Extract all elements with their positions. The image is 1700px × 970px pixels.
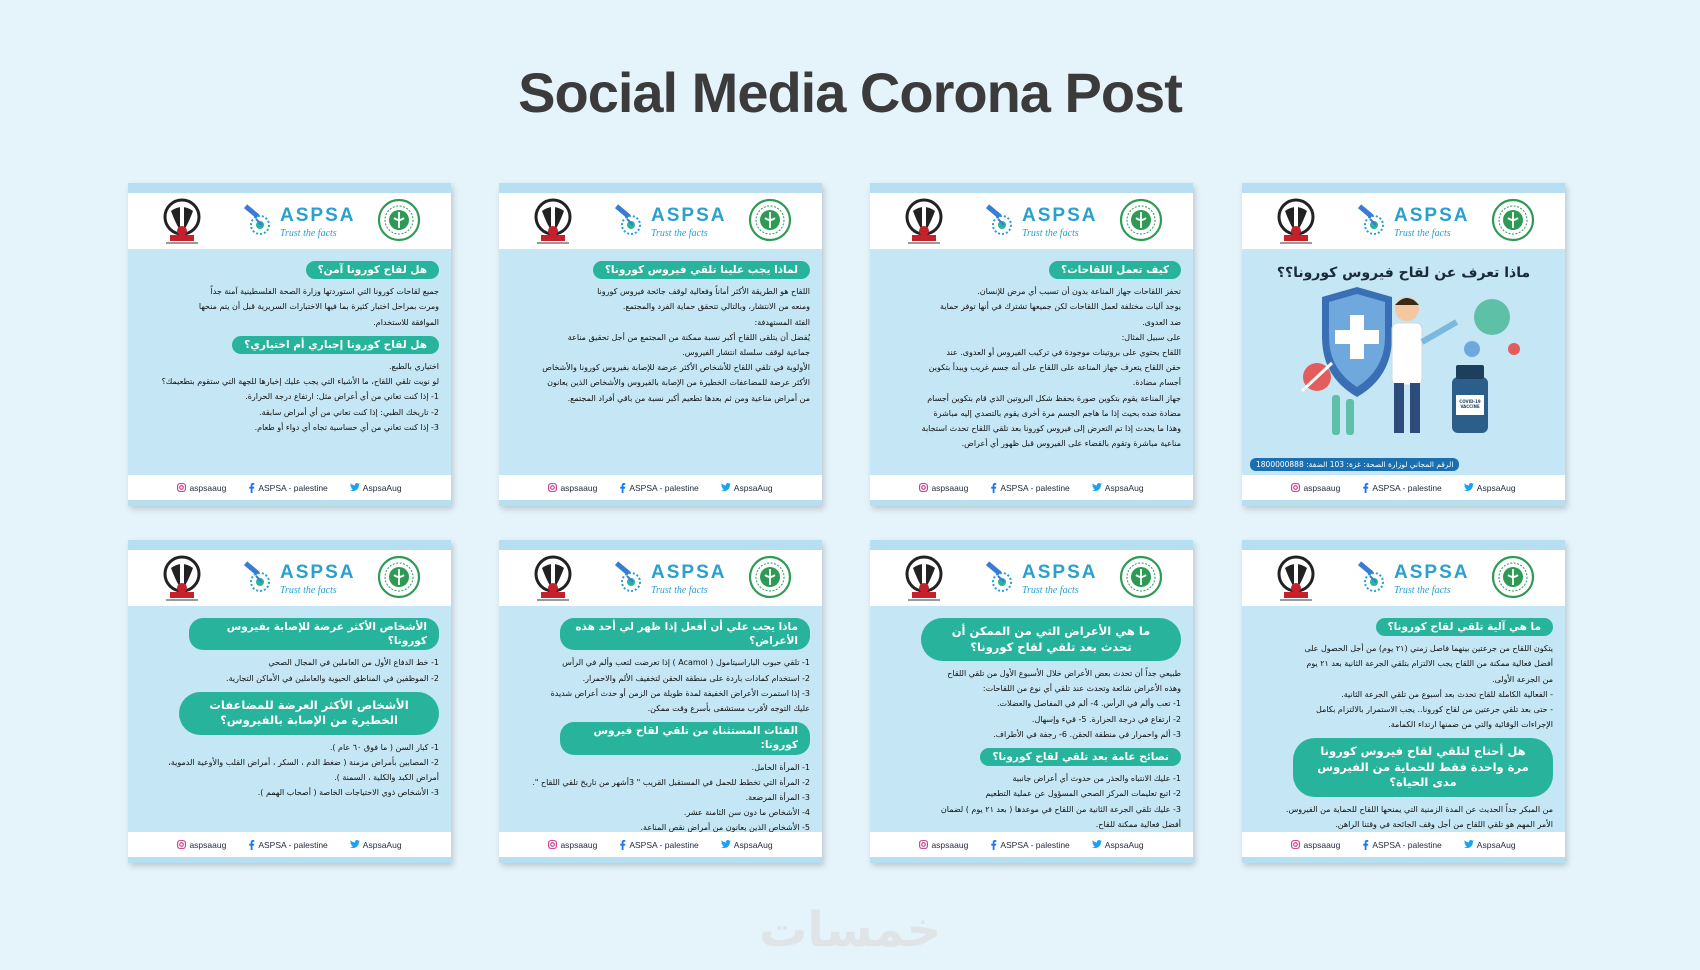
section-line: جماعية لوقف سلسلة انتشار الفيروس. [682,347,810,357]
twitter-link[interactable] [721,840,773,850]
pharmacy-logo-icon [1275,554,1317,604]
post-header [1242,540,1565,606]
post-footer [128,832,451,863]
section-line: 3- ألم واحمرار في منطقة الحقن. 6- رجفة في الأطراف. [993,729,1181,739]
section-line: 1- خط الدفاع الأول من العاملين في المجال الصحي [268,658,439,668]
brand-tagline: Trust the facts [1022,228,1079,239]
twitter-link[interactable] [1464,483,1516,493]
twitter-icon [1464,483,1474,492]
facebook-link[interactable] [619,840,698,850]
post-footer [1242,475,1565,506]
section-line: من أمراض مناعية ومن ثم بعدها تطعيم أكبر نسبة من باقي أفراد المجتمع. [567,393,810,403]
section-line: ومرت بمراحل اختبار كثيرة بما فيها الاختبارات السريرية قبل أن يتم منحها [198,302,439,312]
aspsa-logo [982,197,1098,247]
facebook-link[interactable] [248,840,327,850]
post-body [1242,249,1565,475]
twitter-icon [721,840,731,849]
twitter-handle: AspsaAug [362,839,402,850]
section-line: 2- اتبع تعليمات المركز الصحي المسؤول عن عملية التطعيم [985,789,1181,799]
facebook-link[interactable] [248,483,327,493]
twitter-handle: AspsaAug [1476,839,1516,850]
section-line: - الفعالية الكاملة للقاح تحدث بعد أسبوع من تلقي الجرعة الثانية. [1341,689,1553,699]
instagram-link[interactable] [177,840,226,850]
instagram-handle: aspsaaug [1303,482,1341,493]
section-line: ومنعه من الانتشار، وبالتالي تتحقق حماية الفرد والمجتمع. [622,302,810,312]
syringe-virus-icon [611,203,649,245]
facebook-handle: ASPSA - palestine [258,839,328,850]
post-header [870,540,1193,606]
facebook-link[interactable] [990,840,1069,850]
college-seal-icon [377,198,421,242]
instagram-icon [919,483,928,492]
facebook-link[interactable] [619,483,698,493]
instagram-link[interactable] [1291,483,1340,493]
post-body [499,249,822,475]
brand-tagline: Trust the facts [1022,585,1079,596]
facebook-handle: ASPSA - palestine [1372,839,1442,850]
section-heading: الأشخاص الأكثر عرضة للإصابة بفيروس كورونا؟ [189,618,439,650]
post-card [1242,183,1565,506]
facebook-handle: ASPSA - palestine [629,482,699,493]
post-card [1242,540,1565,863]
syringe-virus-icon [240,560,278,602]
section-line: 1- المرأة الحامل. [751,762,810,772]
instagram-icon [177,840,186,849]
aspsa-logo [611,197,727,247]
facebook-handle: ASPSA - palestine [1372,482,1442,493]
pharmacy-logo-icon [161,197,203,247]
instagram-handle: aspsaaug [560,482,598,493]
section-line: الأكثر عرضة للمضاعفات الخطيرة من الإصابة بالفيروس والأشخاص الذين يعانون [547,378,810,388]
section-line: 3- إذا استمرت الأعراض الخفيفة لمدة طويلة من الزمن أو حدث أعراض شديدة [550,688,810,698]
section-line: أفضل فعالية ممكنة من اللقاح يجب الالتزام بتلقي الجرعة الثانية بعد ٢١ يوم [1306,659,1553,669]
college-seal-icon [1491,555,1535,599]
section-line: 2- المرأة التي تخطط للحمل في المستقبل القريب " 3أشهر من تاريخ تلقي اللقاح ". [532,777,810,787]
facebook-icon [990,483,997,493]
pharmacy-logo-icon [161,554,203,604]
post-header [128,540,451,606]
facebook-link[interactable] [1362,840,1441,850]
pharmacy-logo-icon [903,554,945,604]
section-heading: هل لقاح كورونا إجباري أم اختياري؟ [232,336,439,354]
facebook-icon [1362,840,1369,850]
post-footer [870,832,1193,863]
section-line: يُفضل أن يتلقى اللقاح أكبر نسبة ممكنة من المجتمع من أجل تحقيق مناعة [567,332,810,342]
section-line: 3- المرأة المرضعة. [745,792,810,802]
instagram-link[interactable] [1291,840,1340,850]
section-line: 3- عليك تلقي الجرعة الثانية من اللقاح في موعدها ( بعد ٢١ يوم ) لضمان [940,804,1181,814]
instagram-icon [919,840,928,849]
college-seal-icon [748,555,792,599]
instagram-link[interactable] [177,483,226,493]
facebook-link[interactable] [1362,483,1441,493]
twitter-link[interactable] [350,840,402,850]
post-body [128,606,451,832]
section-line: مناعية مباشرة وتقوم بالقضاء على الفيروس قبل ظهور أي أعراض. [961,439,1181,449]
brand-name: ASPSA [1022,562,1098,583]
instagram-icon [177,483,186,492]
instagram-icon [1291,840,1300,849]
post-card [128,540,451,863]
twitter-handle: AspsaAug [1104,839,1144,850]
section-line: اللقاح يحتوي على بروتينات موجودة في تركيب الفيروس أو العدوى. عند [946,347,1181,357]
syringe-virus-icon [1354,203,1392,245]
brand-name: ASPSA [280,562,356,583]
section-line: جميع لقاحات كورونا التي استوردتها وزارة الصحة الفلسطينية آمنة جداً [210,287,439,297]
section-line: يوجد آليات مختلفة لعمل اللقاحات لكن جميعها تشترك في أنها توفر حماية [940,302,1181,312]
section-heading: نصائح عامة بعد تلقي لقاح كورونا؟ [980,748,1181,766]
brand-name: ASPSA [1394,205,1470,226]
twitter-link[interactable] [1092,483,1144,493]
section-line: الأمر المهم هو تلقي اللقاح من أجل وقف الجائحة في وقتنا الراهن. [1335,820,1553,830]
post-footer [870,475,1193,506]
twitter-icon [721,483,731,492]
hero-title: ماذا تعرف عن لقاح فيروس كورونا؟؟ [1276,265,1531,281]
brand-tagline: Trust the facts [651,585,708,596]
brand-tagline: Trust the facts [280,585,337,596]
twitter-handle: AspsaAug [733,482,773,493]
college-seal-icon [1119,198,1163,242]
instagram-handle: aspsaaug [1303,839,1341,850]
twitter-handle: AspsaAug [733,839,773,850]
section-line: لو نويت تلقي اللقاح، ما الأشياء التي يجب عليك إخبارها للجهة التي ستقوم بتطعيمك؟ [161,377,439,387]
twitter-handle: AspsaAug [1104,482,1144,493]
syringe-virus-icon [982,203,1020,245]
post-card [499,540,822,863]
brand-tagline: Trust the facts [651,228,708,239]
section-heading: هل أحتاج لتلقي لقاح فيروس كورونا مرة واحدة فقط للحماية من الفيروس مدى الحياة؟ [1293,738,1553,797]
section-line: 2- ارتفاع في درجة الحرارة. 5- قيء وإسهال. [1031,714,1181,724]
aspsa-logo [1354,197,1470,247]
post-body [499,606,822,832]
brand-name: ASPSA [280,205,356,226]
facebook-icon [619,483,626,493]
section-line: تحفز اللقاحات جهاز المناعة بدون أن تسبب أي مرض للإنسان. [977,287,1181,297]
section-heading: ماذا يجب علي أن أفعل إذا ظهر لي أحد هذه الأعراض؟ [560,618,810,650]
section-line: أمراض الكبد والكلية ، السمنة ). [334,773,439,783]
section-line: وهذا ما يحدث إذا تم التعرض إلى فيروس كورونا بعد تلقي اللقاح تحدث استجابة [921,424,1181,433]
section-line: 3- إذا كنت تعاني من أي حساسية تجاه أي دواء أو طعام. [254,422,439,432]
instagram-handle: aspsaaug [189,839,227,850]
syringe-virus-icon [240,203,278,245]
section-line: الموافقة للاستخدام. [373,317,439,327]
section-line: أجسام مضادة. [1132,378,1181,388]
section-line: وهذه الأعراض شائعة وتحدث عند تلقي أي نوع من اللقاحات: [982,684,1181,694]
facebook-icon [990,840,997,850]
facebook-handle: ASPSA - palestine [1000,839,1070,850]
facebook-link[interactable] [990,483,1069,493]
section-line: 2- تاريخك الطبي: إذا كنت تعاني من أي أمراض سابقة. [259,407,439,417]
section-line: 1- عليك الانتباه والحذر من حدوث أي أعراض جانبية [1012,774,1181,784]
section-heading: لماذا يجب علينا تلقي فيروس كورونا؟ [593,261,810,279]
watermark: خمسات [759,902,941,958]
section-line: حقن اللقاح يتعرف جهاز المناعة على اللقاح على أنه جسم غريب ويبدأ بتكوين [928,363,1181,373]
section-line: 4- الأشخاص ما دون سن الثامنة عشر. [683,808,810,818]
section-line: 1- تعب وألم في الرأس. 4- ألم في المفاصل والعضلات. [996,699,1181,709]
syringe-virus-icon [1354,560,1392,602]
aspsa-logo [240,197,356,247]
twitter-icon [350,840,360,849]
pharmacy-logo-icon [532,197,574,247]
brand-name: ASPSA [1394,562,1470,583]
aspsa-logo [240,554,356,604]
facebook-handle: ASPSA - palestine [258,482,328,493]
brand-tagline: Trust the facts [1394,585,1451,596]
instagram-link[interactable] [548,483,597,493]
post-card [128,183,451,506]
brand-tagline: Trust the facts [280,228,337,239]
post-footer [1242,832,1565,863]
section-line: 2- استخدام كمادات باردة على منطقة الحقن لتخفيف الألم والاحمرار. [582,673,810,683]
brand-name: ASPSA [651,562,727,583]
section-line: الأولوية في تلقي اللقاح للأشخاص الأكثر عرضة للإصابة بفيروس كورونا والأشخاص [542,363,810,373]
twitter-icon [1092,483,1102,492]
aspsa-logo [982,554,1098,604]
aspsa-logo [611,554,727,604]
pharmacy-logo-icon [532,554,574,604]
pharmacy-logo-icon [903,197,945,247]
section-line: الإجراءات الوقائية والتي من ضمنها ارتداء الكمامة. [1388,720,1553,730]
section-line: 3- الأشخاص ذوي الاحتياجات الخاصة ( أصحاب الهمم ). [257,788,439,798]
twitter-link[interactable] [721,483,773,493]
section-line: أفضل فعالية ممكنة للقاح. [1095,819,1181,829]
twitter-icon [1464,840,1474,849]
facebook-icon [619,840,626,850]
post-card [870,540,1193,863]
instagram-icon [1291,483,1300,492]
instagram-handle: aspsaaug [189,482,227,493]
section-heading: الفئات المستثناة من تلقي لقاح فيروس كورونا: [560,722,810,754]
section-line: - حتى بعد تلقي جرعتين من لقاح كورونا.. يجب الاستمرار بالالتزام بكامل [1315,704,1553,714]
section-heading: ما هي الأعراض التي من الممكن أن تحدث بعد تلقي لقاح كورونا؟ [921,618,1181,661]
twitter-link[interactable] [1464,840,1516,850]
section-line: يتكون اللقاح من جرعتين بينهما فاصل زمني (٢١ يوم) من أجل الحصول على [1304,644,1553,654]
instagram-handle: aspsaaug [560,839,598,850]
post-footer [499,475,822,506]
post-body [870,606,1193,832]
twitter-handle: AspsaAug [1476,482,1516,493]
section-line: اختياري بالطبع. [389,361,439,371]
twitter-icon [1092,840,1102,849]
twitter-link[interactable] [350,483,402,493]
pharmacy-logo-icon [1275,197,1317,247]
section-line: 2- الموظفين في المناطق الحيوية والعاملين في الأماكن التجارية. [226,673,439,683]
section-line: 1- إذا كنت تعاني من أي أعراض مثل: ارتفاع درجة الحرارة. [245,392,439,402]
section-line: عليك التوجه لأقرب مستشفى بأسرع وقت ممكن. [647,703,810,713]
facebook-icon [248,840,255,850]
section-line: ضد العدوى. [1142,317,1181,327]
brand-name: ASPSA [1022,205,1098,226]
facebook-icon [1362,483,1369,493]
college-seal-icon [1491,198,1535,242]
section-line: على سبيل المثال: [1121,332,1181,342]
post-header [1242,183,1565,249]
instagram-link[interactable] [548,840,597,850]
facebook-handle: ASPSA - palestine [629,839,699,850]
vaccine-illustration-icon [1282,287,1532,451]
twitter-link[interactable] [1092,840,1144,850]
section-line: طبيعي جداً أن تحدث بعض الأعراض خلال الأسبوع الأول من تلقي اللقاح [947,669,1181,679]
facebook-icon [248,483,255,493]
post-body [870,249,1193,475]
instagram-icon [548,483,557,492]
section-line: اللقاح هو الطريقة الأكثر أماناً وفعالية لوقف جائحة فيروس كورونا [597,287,810,297]
instagram-handle: aspsaaug [931,482,969,493]
section-line: جهاز المناعة يقوم بتكوين صورة بحفظ شكل البروتين الذي قام بتكوين أجسام [927,393,1181,403]
twitter-icon [350,483,360,492]
vaccine-label: COVID-19 VACCINE [1459,399,1481,409]
facebook-handle: ASPSA - palestine [1000,482,1070,493]
syringe-virus-icon [611,560,649,602]
syringe-virus-icon [982,560,1020,602]
post-footer [128,475,451,506]
aspsa-logo [1354,554,1470,604]
section-line: 2- المصابين بأمراض مزمنة ( ضغط الدم ، السكر ، أمراض القلب والأوعية الدموية، [168,757,439,767]
section-line: من الجرعة الأولى. [1491,674,1553,684]
instagram-icon [548,840,557,849]
college-seal-icon [748,198,792,242]
post-header [499,540,822,606]
instagram-handle: aspsaaug [931,839,969,850]
instagram-link[interactable] [919,483,968,493]
post-header [870,183,1193,249]
section-line: الفئة المستهدفة: [754,317,810,327]
hotline-number: الرقم المجاني لوزارة الصحة: غزة: 103 الضفة: 1800000888 [1250,458,1459,471]
post-footer [499,832,822,863]
section-line: من المبكر جداً الحديث عن المدة الزمنية التي يمنحها اللقاح للحماية من الفيروس. [1285,804,1553,814]
brand-name: ASPSA [651,205,727,226]
section-line: 5- الأشخاص الذين يعانون من أمراض نقص المناعة. [640,823,810,832]
post-body [128,249,451,475]
post-body [1242,606,1565,832]
section-line: مضادة ضده بحيث إذا ما هاجم الجسم مرة أخرى يقوم بالتصدي إليه مباشرة [933,408,1181,418]
brand-tagline: Trust the facts [1394,228,1451,239]
section-heading: هل لقاح كورونا آمن؟ [306,261,439,279]
section-heading: ما هي آلية تلقي لقاح كورونا؟ [1376,618,1553,636]
post-card [870,183,1193,506]
post-card [499,183,822,506]
section-heading: الأشخاص الأكثر العرضة للمضاعفات الخطيرة من الإصابة بالفيروس؟ [179,692,439,735]
college-seal-icon [377,555,421,599]
section-line: 1- تلقي حبوب الباراسيتامول ( Acamol ) إذا تعرضت لتعب وألم في الرأس [562,658,810,668]
post-header [128,183,451,249]
twitter-handle: AspsaAug [362,482,402,493]
instagram-link[interactable] [919,840,968,850]
section-heading: كيف تعمل اللقاحات؟ [1049,261,1181,279]
post-header [499,183,822,249]
section-line: 1- كبار السن ( ما فوق ٦٠ عام ). [329,742,439,752]
college-seal-icon [1119,555,1163,599]
page-title: Social Media Corona Post [518,61,1182,124]
